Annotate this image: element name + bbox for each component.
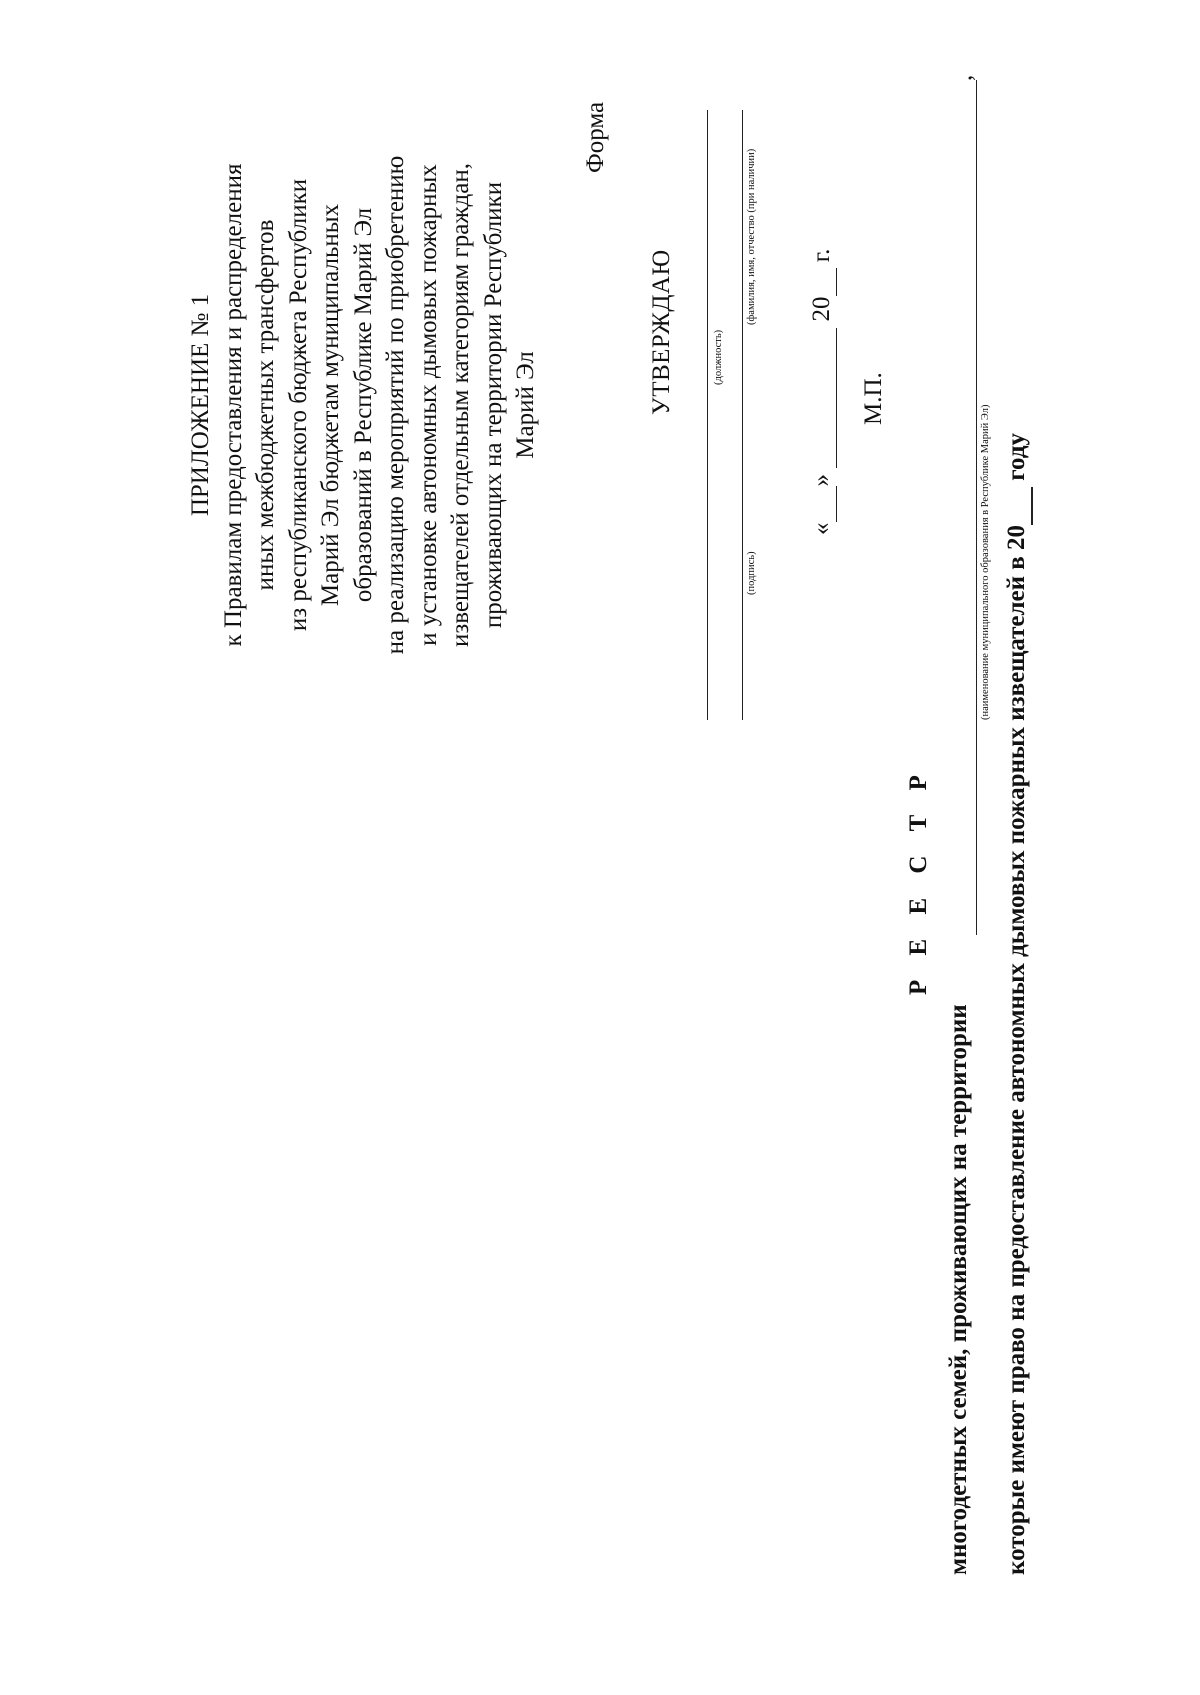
month-blank xyxy=(808,328,837,468)
purpose-year-blank xyxy=(1003,487,1033,525)
stamp-placeholder: М.П. xyxy=(860,372,887,425)
appendix-line: из республиканского бюджета Республики xyxy=(284,178,312,632)
municipality-line xyxy=(976,80,977,935)
day-blank xyxy=(808,487,837,523)
date-close-quote: » xyxy=(808,474,835,487)
appendix-line: образований в Республике Марий Эл xyxy=(349,207,377,603)
name-caption: (фамилия, имя, отчество (при наличии) xyxy=(746,148,757,325)
appendix-header xyxy=(185,125,543,685)
appendix-line: и установке автономных дымовых пожарных xyxy=(414,164,442,646)
approval-date xyxy=(808,249,837,535)
signature-caption: (подпись) xyxy=(746,551,757,595)
line1-comma: , xyxy=(950,74,977,81)
purpose-text: которые имеют право на предоставление автономных дымовых пожарных извещателей в 20 xyxy=(1003,524,1030,1575)
appendix-line: Марий Эл бюджетам муниципальных xyxy=(317,203,344,607)
appendix-line: извещателей отдельным категориям граждан, xyxy=(447,162,474,648)
year-blank xyxy=(808,269,837,297)
appendix-line: к Правилам предоставления и распределения xyxy=(219,163,247,647)
appendix-title: ПРИЛОЖЕНИЕ № 1 xyxy=(187,293,214,517)
appendix-line: Марий Эл xyxy=(512,351,539,459)
municipality-caption: (наименование муниципального образования в Республике Марий Эл) xyxy=(980,404,991,720)
registry-title: Р Е Е С Т Р xyxy=(905,766,932,995)
date-open-quote: « xyxy=(808,522,835,535)
approval-heading: УТВЕРЖДАЮ xyxy=(648,249,675,415)
form-label: Форма xyxy=(582,101,609,173)
date-century: 20 xyxy=(808,296,835,322)
signature-name-line xyxy=(742,110,743,720)
position-caption: (должность) xyxy=(713,329,724,385)
registry-subtitle-line1: многодетных семей, проживающих на территории xyxy=(945,1004,972,1575)
appendix-line: иных межбюджетных трансфертов xyxy=(252,219,279,591)
position-line xyxy=(707,110,708,720)
date-suffix: г. xyxy=(808,248,835,263)
appendix-line: на реализацию мероприятий по приобретению xyxy=(382,155,409,655)
registry-subtitle-line2 xyxy=(1003,433,1033,1575)
purpose-end: году xyxy=(1003,433,1030,481)
appendix-line: проживающих на территории Республики xyxy=(479,181,507,629)
